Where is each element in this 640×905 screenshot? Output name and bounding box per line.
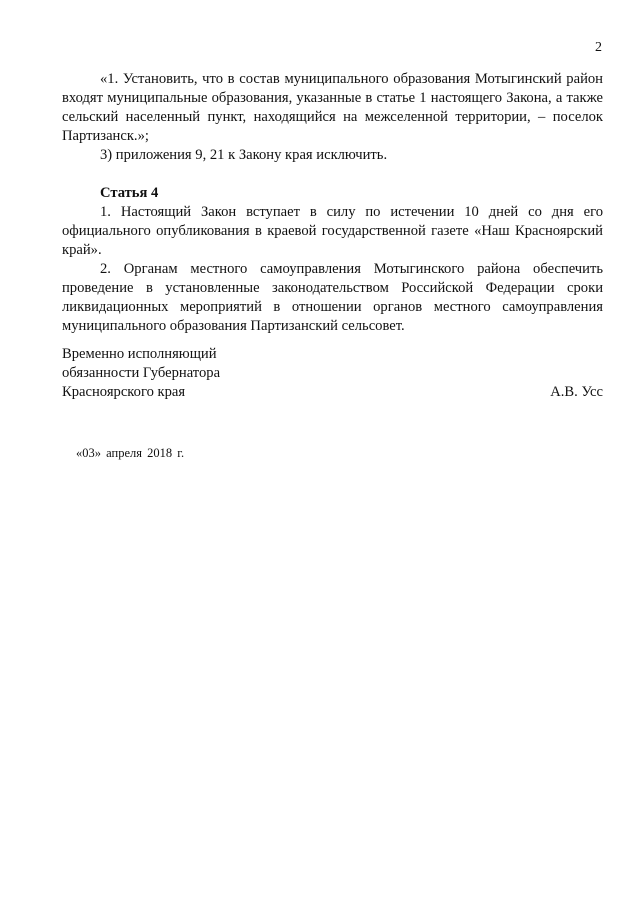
amendment-paragraph: «1. Установить, что в состав муниципального образования Мотыгинский район входят муниципальные образования, указанные в статье 1 настоящего Закона, а также сельский населенный пункт, находящийся на межселенной территории, – поселок Партизанск.»;	[62, 71, 603, 144]
page-number: 2	[595, 40, 602, 55]
article-4-heading: Статья 4	[100, 185, 159, 201]
document-body	[62, 70, 603, 336]
signatory-title-line-2: обязанности Губернатора	[62, 365, 221, 381]
signatory-title-line-3: Красноярского края	[62, 384, 186, 400]
signing-date: «03» апреля 2018 г.	[76, 446, 185, 460]
signature-block	[62, 345, 603, 402]
article-4-item-2: 2. Органам местного самоуправления Мотыгинского района обеспечить проведение в установленные законодательством Российской Федерации сроки ликвидационных мероприятий в отношении органов местного самоуправления муниципального образования Партизанский сельсовет.	[62, 261, 603, 334]
signatory-name: А.В. Усс	[550, 384, 603, 400]
amendment-item-3: 3) приложения 9, 21 к Закону края исключить.	[100, 147, 388, 163]
article-4-item-1: 1. Настоящий Закон вступает в силу по истечении 10 дней со дня его официального опубликования в краевой государственной газете «Наш Красноярский край».	[62, 204, 603, 258]
signatory-row	[62, 383, 603, 402]
signatory-title-line-1: Временно исполняющий	[62, 346, 217, 362]
